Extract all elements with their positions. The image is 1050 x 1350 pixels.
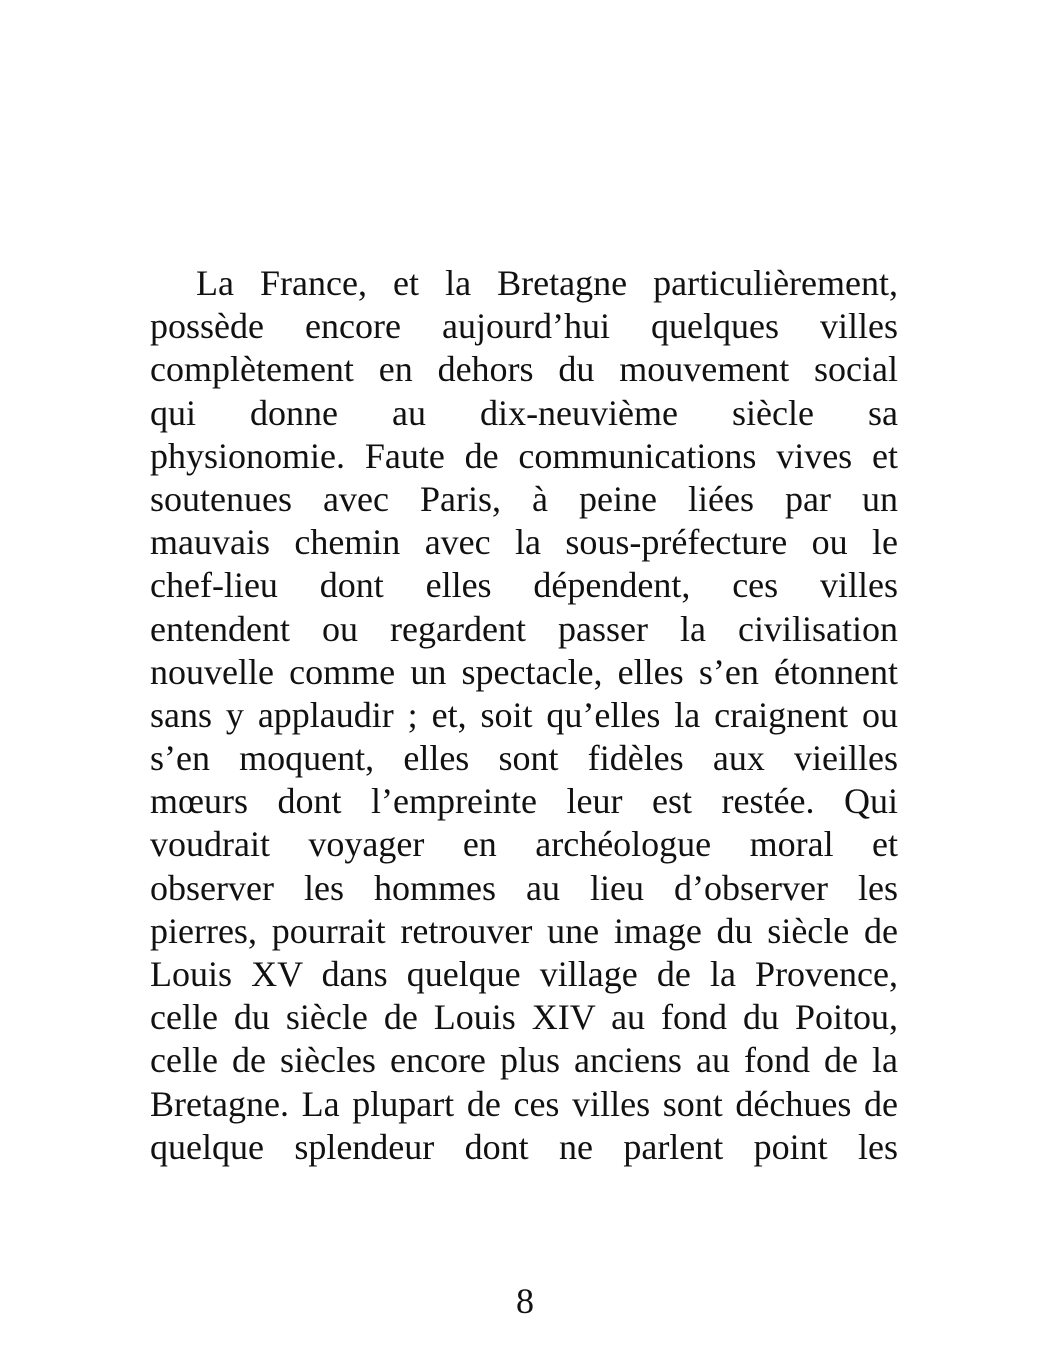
text-line: Bretagne. La plupart de ces villes sont déchues de: [150, 1083, 898, 1124]
text-line: nouvelle comme un spectacle, elles s’en étonnent: [150, 651, 898, 692]
text-line: physionomie. Faute de communications vives et: [150, 435, 898, 476]
text-line: pierres, pourrait retrouver une image du siècle de: [150, 910, 898, 951]
text-line: La France, et la Bretagne particulièrement,: [196, 263, 898, 303]
text-line: chef-lieu dont elles dépendent, ces villes: [150, 565, 898, 606]
text-line: entendent ou regardent passer la civilisation: [150, 608, 898, 649]
text-line: mauvais chemin avec la sous-préfecture ou le: [150, 522, 898, 563]
text-line: sans y applaudir ; et, soit qu’elles la craignent ou: [150, 694, 898, 735]
text-line: observer les hommes au lieu d’observer les: [150, 867, 898, 908]
text-line: qui donne au dix-neuvième siècle sa: [150, 392, 898, 433]
page-number: 8: [516, 1281, 534, 1321]
text-line: Louis XV dans quelque village de la Provence,: [150, 954, 898, 994]
text-line: complètement en dehors du mouvement social: [150, 349, 898, 390]
text-line: celle du siècle de Louis XIV au fond du Poitou,: [150, 997, 898, 1038]
text-line: quelque splendeur dont ne parlent point les: [150, 1126, 898, 1167]
text-line: celle de siècles encore plus anciens au fond de la: [150, 1040, 898, 1081]
text-line: possède encore aujourd’hui quelques villes: [150, 306, 898, 347]
text-line: soutenues avec Paris, à peine liées par un: [150, 478, 898, 519]
text-line: mœurs dont l’empreinte leur est restée. Qui: [150, 781, 898, 822]
text-line: s’en moquent, elles sont fidèles aux vieilles: [150, 738, 898, 779]
text-line: voudrait voyager en archéologue moral et: [150, 824, 898, 865]
body-paragraph: [150, 262, 898, 1169]
